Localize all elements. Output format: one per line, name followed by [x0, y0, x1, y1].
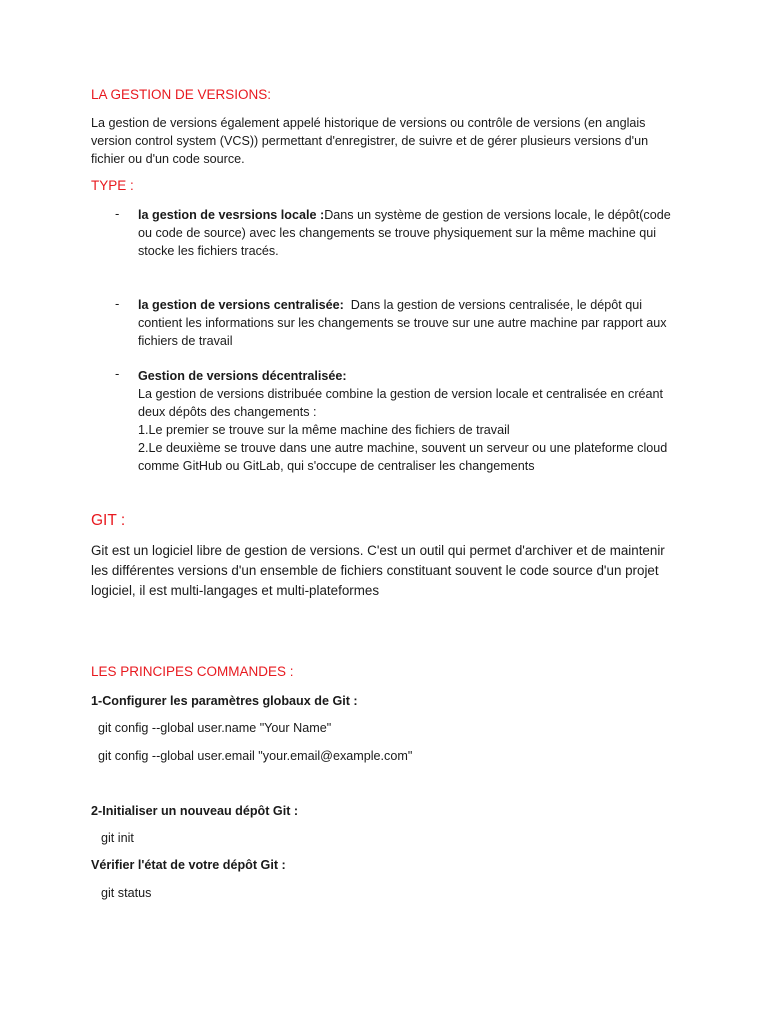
list-dash: - — [115, 366, 120, 381]
section-heading-commandes: LES PRINCIPES COMMANDES : — [91, 664, 294, 679]
section-paragraph-gestion-versions: La gestion de versions également appelé historique de versions ou contrôle de versions (en anglais version control system (VCS)) permettant d'enregistrer, de suivre et de gérer plusieurs versions d'un fichier ou d'un code source. — [91, 116, 649, 166]
list-item-decentralisee — [138, 367, 678, 475]
command-config-email: git config --global user.email "your.email@example.com" — [98, 749, 413, 763]
section-paragraph-git: Git est un logiciel libre de gestion de versions. C'est un outil qui permet d'archiver et de maintenir les différentes versions d'un ensemble de fichiers constituant souvent le code source d'un projet logiciel, il est multi-langages et multi-plateformes — [91, 543, 665, 598]
step-title-verifier: Vérifier l'état de votre dépôt Git : — [91, 858, 286, 872]
list-item-centralisee — [138, 296, 678, 350]
step-title-configurer: 1-Configurer les paramètres globaux de Git : — [91, 694, 358, 708]
list-item-text: Dans la gestion de versions centralisée, le dépôt qui contient les informations sur les changements se trouve sur une autre machine par rapport aux fichiers de travail — [138, 298, 671, 348]
list-item-title: Gestion de versions décentralisée: — [138, 369, 347, 383]
step-title-initialiser: 2-Initialiser un nouveau dépôt Git : — [91, 804, 299, 818]
list-item-title: la gestion de vesrsions locale : — [138, 208, 325, 222]
section-heading-git: GIT : — [91, 512, 126, 529]
command-git-init: git init — [101, 831, 134, 845]
command-git-status: git status — [101, 886, 152, 900]
command-config-name: git config --global user.name "Your Name" — [98, 721, 332, 735]
list-item-line: La gestion de versions distribuée combine la gestion de version locale et centralisée en créant deux dépôts des changements : — [138, 387, 664, 419]
list-dash: - — [115, 296, 120, 311]
section-heading-type: TYPE : — [91, 178, 134, 193]
list-item-line: 2.Le deuxième se trouve dans une autre machine, souvent un serveur ou une plateforme cloud comme GitHub ou GitLab, qui s'occupe de centraliser les changements — [138, 441, 668, 473]
list-item-locale — [138, 206, 678, 260]
list-item-text: Dans un système de gestion de versions locale, le dépôt(code ou code de source) avec les changements se trouve physiquement sur la même machine qui stocke les fichiers tracés. — [138, 208, 671, 258]
list-dash: - — [115, 206, 120, 221]
section-heading-gestion-versions: LA GESTION DE VERSIONS: — [91, 87, 272, 102]
list-item-title: la gestion de versions centralisée: — [138, 298, 344, 312]
list-item-line: 1.Le premier se trouve sur la même machine des fichiers de travail — [138, 423, 510, 437]
